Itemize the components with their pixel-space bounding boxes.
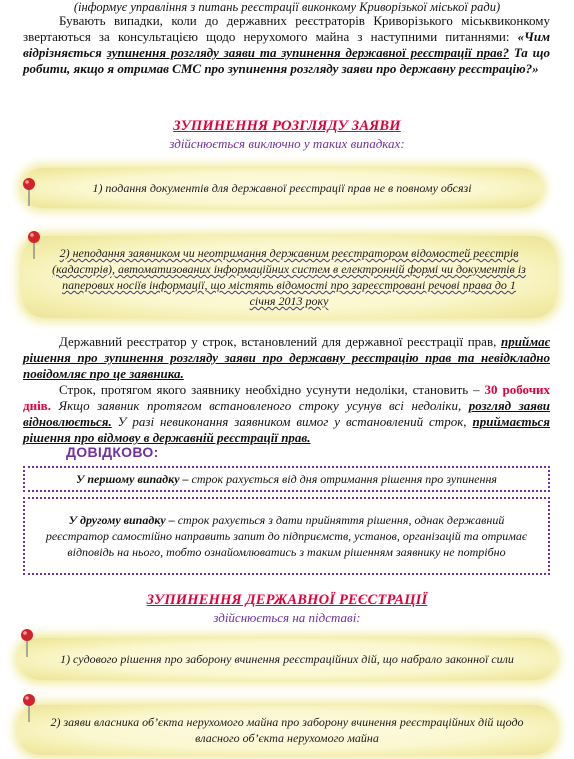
intro-question-start: «Чим відрізняється [23, 29, 550, 60]
body-p2-text: Строк, протягом якого заявнику необхідно усунути недоліки, становить – [59, 382, 485, 397]
intro-text: Бувають випадки, коли до державних реєстраторів Криворізького міськвиконкому звертаються за консультацією щодо нерухомого майна з наступними питаннями: [23, 13, 550, 44]
reference-box-2-text: строк рахується з дати прийняття рішення, однак державний реєстратор самостійно направить запит до підприємств, установ, організацій та отримає відповідь на нього, тобто ознайомлюватись з таким рішенням заявнику не потрібно [45, 513, 528, 559]
body-p2-italic2: У разі невиконання заявником вимог у встановлений строк, [111, 414, 473, 429]
body-p2-bold2: приймається рішення про відмову в державній реєстрації прав. [23, 414, 550, 445]
body-p2-italic: Якщо заявник протягом встановленого строку усунув всі недоліки, [50, 398, 469, 413]
intro-question-highlight: зупинення розгляду заяви та зупинення державної реєстрації прав? [106, 45, 509, 60]
section2-title: ЗУПИНЕННЯ ДЕРЖАВНОЇ РЕЄСТРАЦІЇ [146, 592, 428, 608]
section2-subtitle: здійснюється на підставі: [213, 610, 361, 625]
body-p2-bold1: розгляд заяви відновлюється. [23, 398, 551, 429]
reference-box-2-lead: У другому випадку – [68, 513, 175, 527]
section1-item-1 [22, 168, 542, 208]
pushpin-icon [22, 177, 36, 207]
body-paragraph-1 [23, 334, 550, 382]
reference-box-1-text: строк рахується від дня отримання рішення про зупинення [188, 472, 497, 486]
body-paragraph-2 [23, 382, 550, 446]
section2-item-1 [18, 638, 556, 680]
body-p1-bold: приймає рішення про зупинення розгляду заяви про державну реєстрацію прав та невідкладно повідомляє про це заявника. [23, 334, 550, 381]
reference-title: ДОВІДКОВО: [66, 444, 159, 460]
pushpin-icon [22, 693, 36, 723]
section1-item-1-text: 1) подання документів для державної реєстрації прав не в повному обсязі [92, 181, 472, 195]
section1-subtitle: здійснюється виключно у таких випадках: [169, 136, 405, 151]
reference-box-1-lead: У першому випадку – [76, 472, 189, 486]
body-p2-deadline: 30 робочих днів. [23, 382, 551, 413]
body-p1-text: Державний реєстратор у строк, встановлений для державної реєстрації прав, [59, 334, 501, 349]
section1-item-2 [22, 236, 556, 318]
pushpin-icon [20, 628, 34, 658]
pushpin-icon [27, 230, 41, 260]
intro-paragraph [23, 13, 550, 77]
section1-title: ЗУПИНЕННЯ РОЗГЛЯДУ ЗАЯВИ [173, 118, 401, 134]
section2-item-2-text: 2) заяви власника об’єкта нерухомого майна про заборону вчинення реєстраційних дій щодо власного об’єкта нерухомого майна [50, 715, 524, 745]
section2-item-1-text: 1) судового рішення про заборону вчинення реєстраційних дій, що набрало законної сили [60, 652, 514, 666]
intro-question-end: Та що робити, якщо я отримав СМС про зупинення розгляду заяви про державну реєстрацію?» [23, 45, 550, 76]
reference-box-2 [23, 497, 550, 575]
section2-item-2 [18, 705, 556, 755]
section1-item-2-text: 2) неподання заявником чи неотримання державним реєстратором відомостей реєстрів (кадастрів), автоматизованих інформаційних систем в електронній формі чи документів із паперових носіїв інформації, що містять відомості про зареєстровані речові права до 1 січня 2013 року [52, 246, 526, 308]
header-subtitle: (інформує управління з питань реєстрації виконкому Криворізької міської ради) [73, 0, 501, 14]
reference-box-1 [23, 466, 550, 492]
